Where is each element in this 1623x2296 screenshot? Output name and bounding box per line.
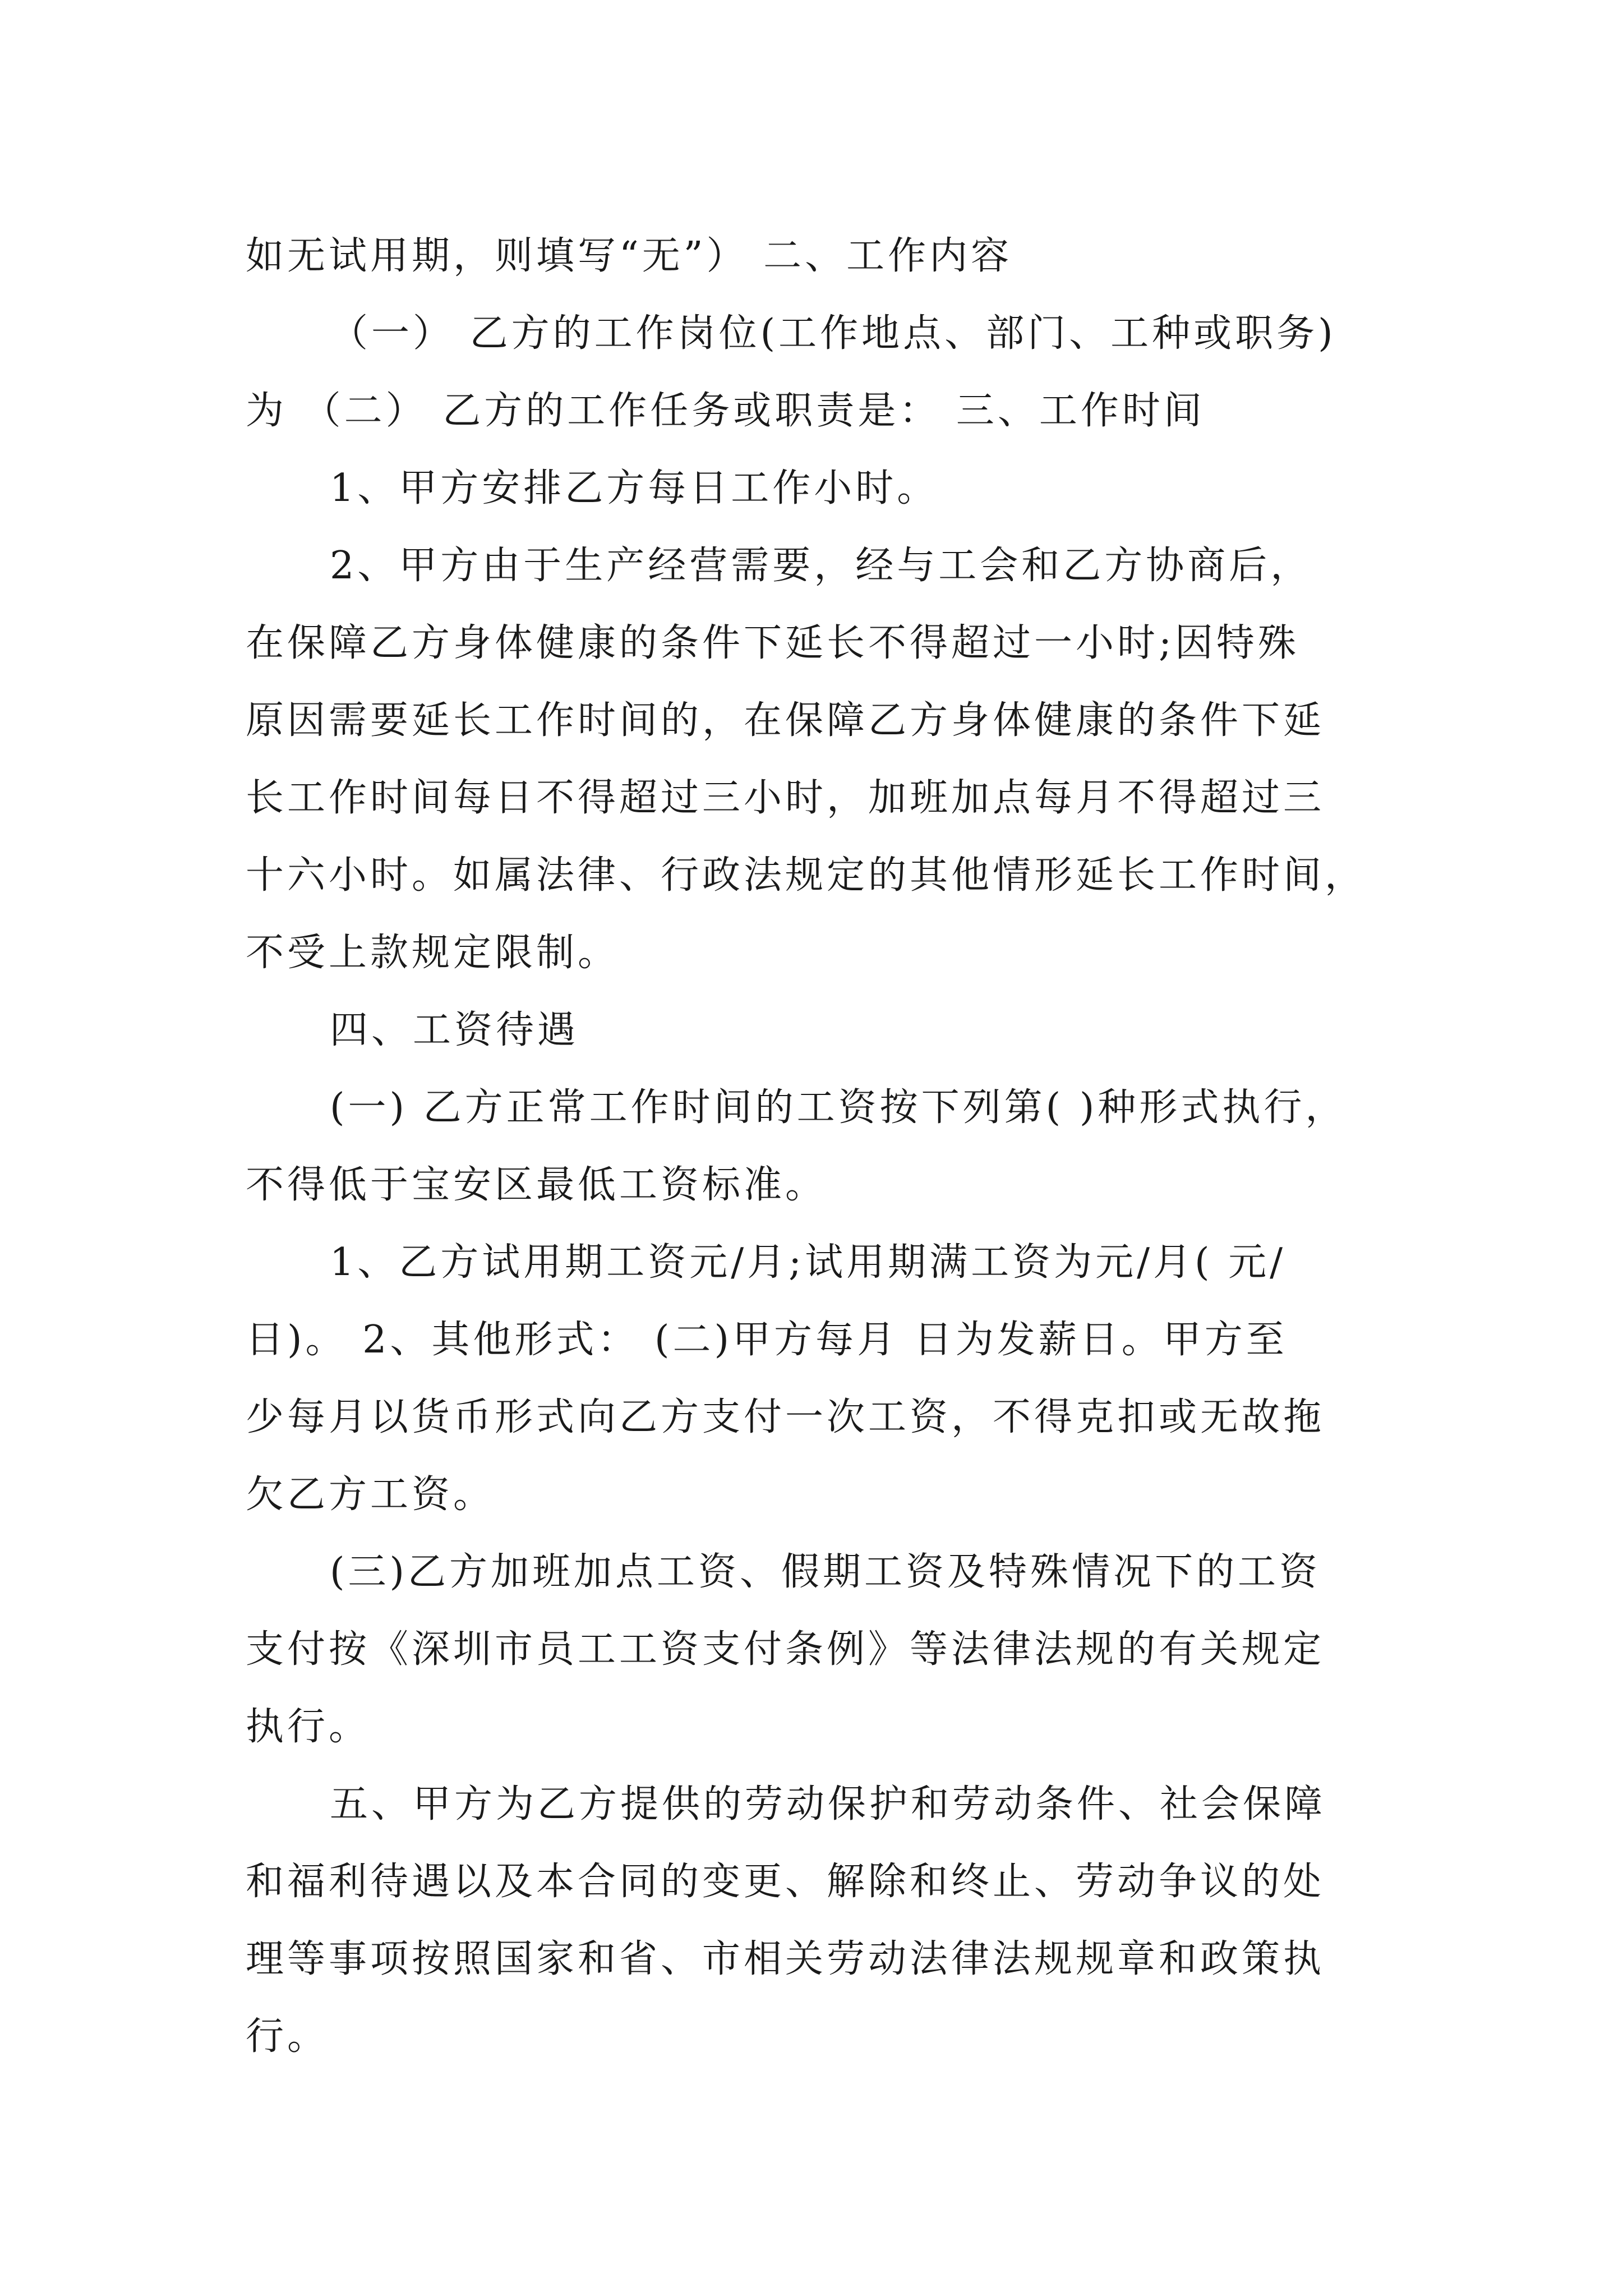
- text-line: 支付按《深圳市员工工资支付条例》等法律法规的有关规定: [246, 1627, 1325, 1672]
- text-line: 为 （二） 乙方的工作任务或职责是： 三、工作时间: [246, 389, 1205, 433]
- contract-text: [246, 218, 1390, 2076]
- text-line: 不得低于宝安区最低工资标准。: [246, 1163, 827, 1207]
- text-line: 和福利待遇以及本合同的变更、解除和终止、劳动争议的处: [246, 1860, 1325, 1904]
- section-heading: 四、工资待遇: [330, 1008, 579, 1052]
- text-line: 在保障乙方身体健康的条件下延长不得超过一小时;因特殊: [246, 621, 1299, 665]
- text-line: 1、甲方安排乙方每日工作小时。: [330, 466, 939, 510]
- text-line: 行。: [246, 2014, 329, 2059]
- text-line: (三)乙方加班加点工资、假期工资及特殊情况下的工资: [330, 1550, 1321, 1594]
- text-line: (一) 乙方正常工作时间的工资按下列第( )种形式执行，: [330, 1085, 1347, 1130]
- text-line: （一） 乙方的工作岗位(工作地点、部门、工种或职务): [330, 311, 1336, 356]
- text-line: 日)。 2、其他形式： (二)甲方每月 日为发薪日。甲方至: [246, 1318, 1288, 1362]
- text-line: 2、甲方由于生产经营需要，经与工会和乙方协商后，: [330, 544, 1312, 588]
- text-line: 1、乙方试用期工资元/月;试用期满工资为元/月( 元/: [330, 1240, 1287, 1285]
- text-line: 如无试用期，则填写“无”） 二、工作内容: [246, 234, 1013, 278]
- text-line: 执行。: [246, 1705, 371, 1749]
- text-line: 五、甲方为乙方提供的劳动保护和劳动条件、社会保障: [330, 1782, 1326, 1826]
- text-line: 少每月以货币形式向乙方支付一次工资，不得克扣或无故拖: [246, 1395, 1325, 1439]
- text-line: 理等事项按照国家和省、市相关劳动法律法规规章和政策执: [246, 1937, 1325, 1981]
- text-line: 不受上款规定限制。: [246, 931, 620, 975]
- text-line: 欠乙方工资。: [246, 1473, 495, 1517]
- text-line: 长工作时间每日不得超过三小时，加班加点每月不得超过三: [246, 776, 1325, 820]
- text-line: 原因需要延长工作时间的，在保障乙方身体健康的条件下延: [246, 698, 1325, 743]
- text-line: 十六小时。如属法律、行政法规定的其他情形延长工作时间，: [246, 853, 1367, 898]
